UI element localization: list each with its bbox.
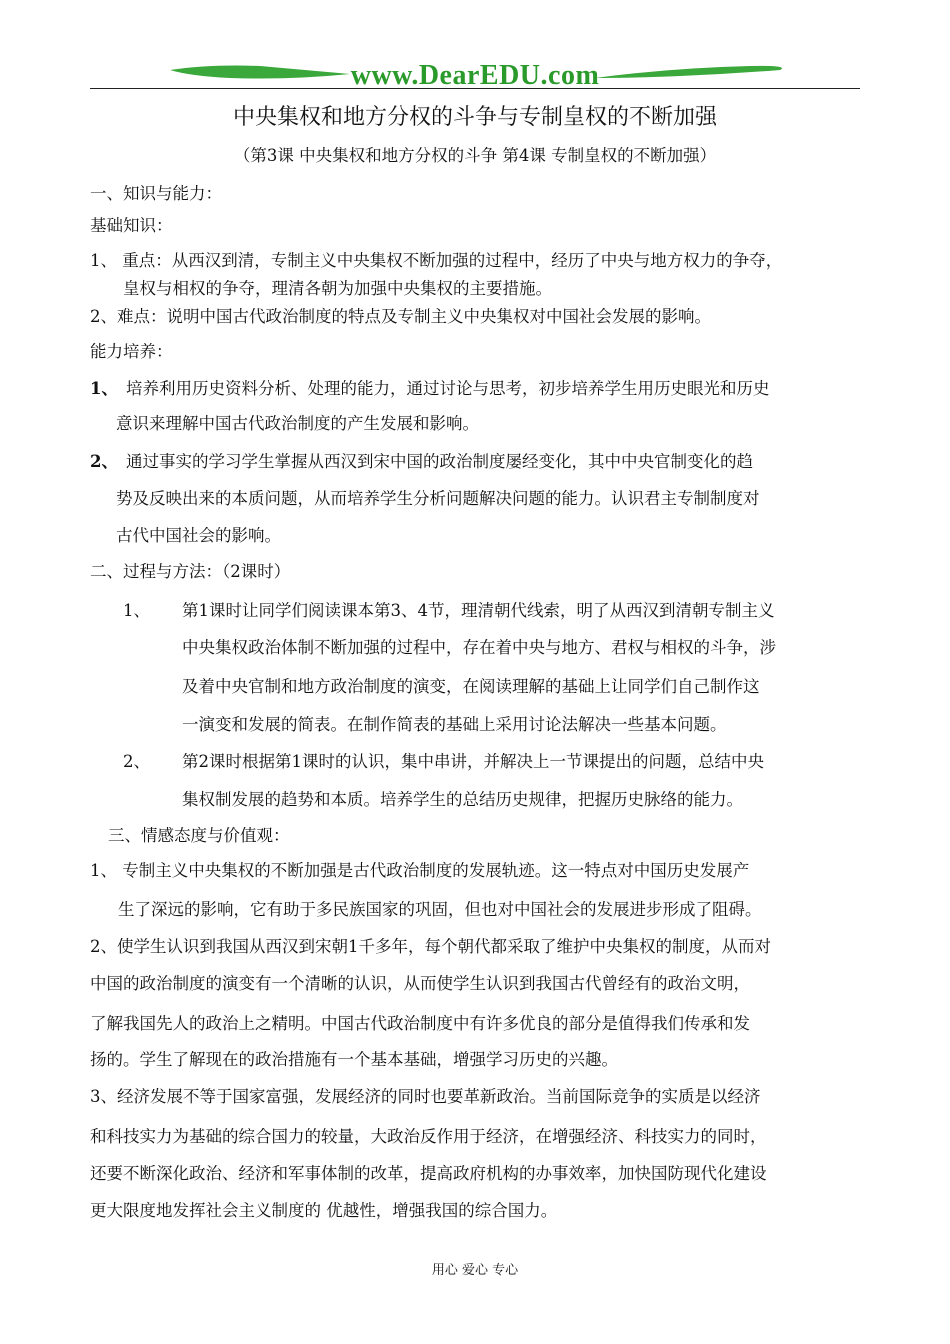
paragraph-line: 通过事实的学习学生掌握从西汉到宋中国的政治制度屡经变化，其中中央官制变化的趋 — [126, 452, 753, 471]
paragraph-line: 和科技实力为基础的综合国力的较量，大政治反作用于经济，在增强经济、科技实力的同时， — [90, 1127, 767, 1146]
list-number: 2、 — [90, 452, 118, 471]
paragraph-line: 第1课时让同学们阅读课本第3、4节，理清朝代线索，明了从西汉到清朝专制主义 — [182, 601, 775, 620]
list-number: 2、 — [123, 752, 150, 771]
paragraph-line: 集权制发展的趋势和本质。培养学生的总结历史规律，把握历史脉络的能力。 — [182, 790, 743, 809]
paragraph-line: 势及反映出来的本质问题，从而培养学生分析问题解决问题的能力。认识君主专制制度对 — [116, 489, 760, 508]
subsection-heading: 能力培养： — [90, 342, 173, 361]
paragraph-line: 意识来理解中国古代政治制度的产生发展和影响。 — [116, 414, 479, 433]
paragraph-line: 一演变和发展的简表。在制作简表的基础上采用讨论法解决一些基本问题。 — [182, 715, 727, 734]
paragraph-line: 中央集权政治体制不断加强的过程中，存在着中央与地方、君权与相权的斗争，涉 — [182, 638, 776, 657]
header-rule — [90, 88, 860, 89]
paragraph-line: 更大限度地发挥社会主义制度的 优越性，增强我国的综合国力。 — [90, 1201, 558, 1220]
paragraph-line: 古代中国社会的影响。 — [116, 526, 281, 545]
paragraph-line: 生了深远的影响，它有助于多民族国家的巩固，但也对中国社会的发展进步形成了阻碍。 — [118, 900, 762, 919]
paragraph-line: 第2课时根据第1课时的认识，集中串讲，并解决上一节课提出的问题，总结中央 — [182, 752, 764, 771]
paragraph-line: 中国的政治制度的演变有一个清晰的认识，从而使学生认识到我国古代曾经有的政治文明， — [90, 974, 750, 993]
paragraph-line: 1、 重点：从西汉到清，专制主义中央集权不断加强的过程中，经历了中央与地方权力的争夺， — [90, 251, 783, 270]
paragraph-line: 皇权与相权的争夺，理清各朝为加强中央集权的主要措施。 — [123, 279, 552, 298]
logo-text: www.DearEDU.com — [350, 60, 600, 91]
paragraph-line: 了解我国先人的政治上之精明。中国古代政治制度中有许多优良的部分是值得我们传承和发 — [90, 1014, 750, 1033]
paragraph-line: 2、难点：说明中国古代政治制度的特点及专制主义中央集权对中国社会发展的影响。 — [90, 307, 711, 326]
page-footer: 用心 爱心 专心 — [431, 1263, 519, 1278]
subsection-heading: 基础知识： — [90, 216, 173, 235]
paragraph-line: 培养利用历史资料分析、处理的能力，通过讨论与思考，初步培养学生用历史眼光和历史 — [126, 379, 770, 398]
paragraph-line: 3、经济发展不等于国家富强，发展经济的同时也要革新政治。当前国际竞争的实质是以经济 — [90, 1087, 761, 1106]
list-number: 1、 — [90, 379, 118, 398]
list-number: 1、 — [123, 601, 150, 620]
section-heading: 一、知识与能力： — [90, 184, 222, 203]
section-heading: 三、情感态度与价值观： — [108, 826, 290, 845]
paragraph-line: 1、 专制主义中央集权的不断加强是古代政治制度的发展轨迹。这一特点对中国历史发展产 — [90, 861, 750, 880]
paragraph-line: 及着中央官制和地方政治制度的演变，在阅读理解的基础上让同学们自己制作这 — [182, 677, 760, 696]
paragraph-line: 2、使学生认识到我国从西汉到宋朝1千多年，每个朝代都采取了维护中央集权的制度，从而对 — [90, 937, 771, 956]
paragraph-line: 还要不断深化政治、经济和军事体制的改革，提高政府机构的办事效率，加快国防现代化建设 — [90, 1164, 767, 1183]
section-heading: 二、过程与方法：（2课时） — [90, 562, 291, 581]
paragraph-line: 扬的。学生了解现在的政治措施有一个基本基础，增强学习历史的兴趣。 — [90, 1050, 618, 1069]
document-title: 中央集权和地方分权的斗争与专制皇权的不断加强 — [232, 105, 717, 130]
document-subtitle: （第3课 中央集权和地方分权的斗争 第4课 专制皇权的不断加强） — [233, 146, 717, 165]
